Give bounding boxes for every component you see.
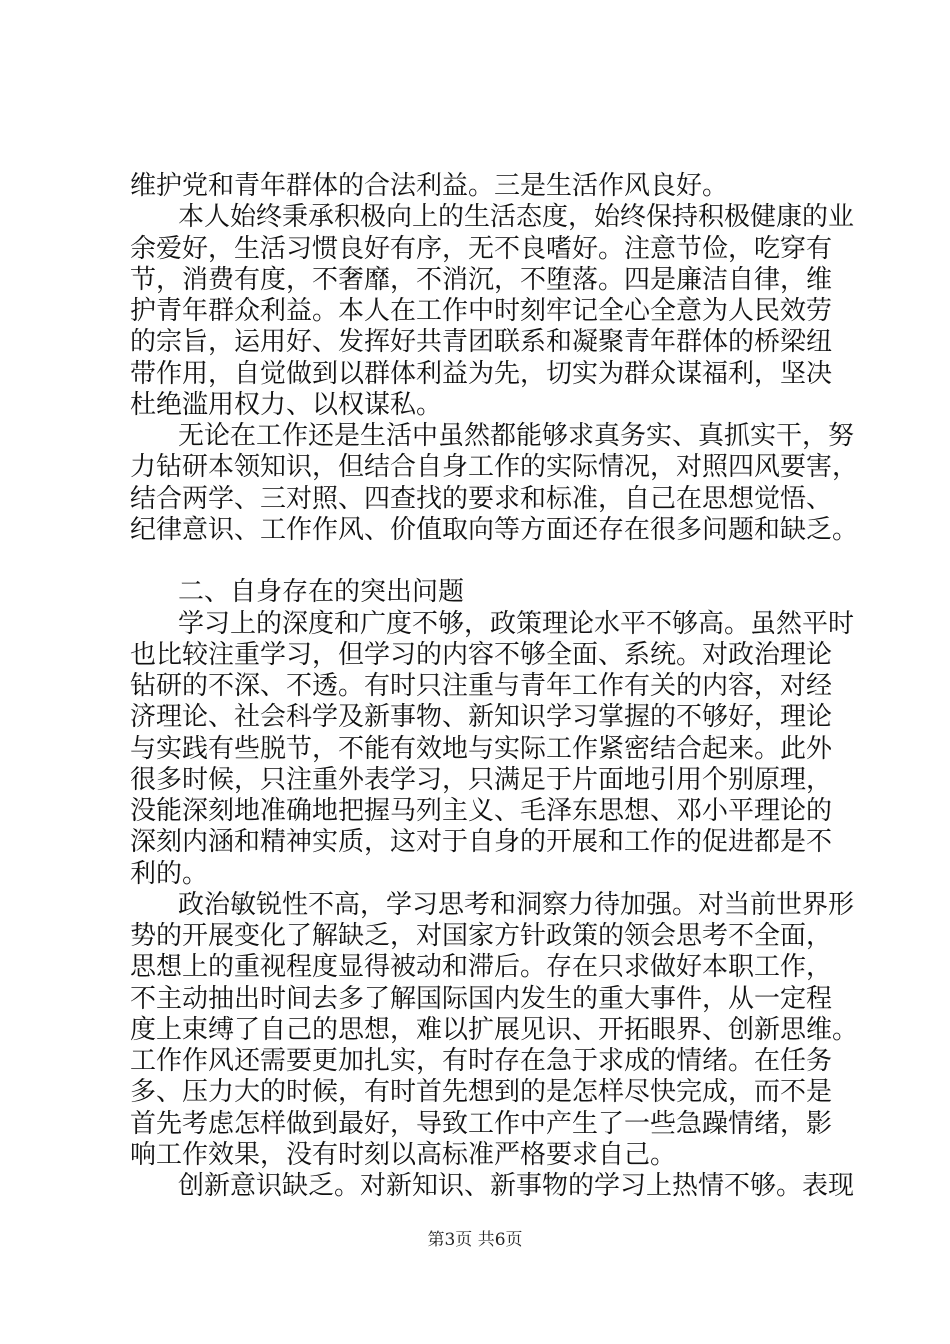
text-line: 工作作风还需要更加扎实，有时存在急于求成的情绪。在任务 [130,1046,833,1076]
text-line: 没能深刻地准确地把握马列主义、毛泽东思想、邓小平理论的 [130,796,833,826]
text-line: 节，消费有度，不奢靡，不消沉，不堕落。四是廉洁自律，维 [130,265,833,295]
text-line: 杜绝滥用权力、以权谋私。 [130,390,443,420]
text-line: 也比较注重学习，但学习的内容不够全面、系统。对政治理论 [130,640,833,670]
text-line: 响工作效果，没有时刻以高标准严格要求自己。 [130,1140,677,1170]
text-line: 的宗旨，运用好、发挥好共青团联系和凝聚青年群体的桥梁纽 [130,327,833,357]
text-line: 结合两学、三对照、四查找的要求和标准，自己在思想觉悟、 [130,484,833,514]
text-line: 很多时候，只注重外表学习，只满足于片面地引用个别原理， [130,765,833,795]
text-line: 多、压力大的时候，有时首先想到的是怎样尽快完成，而不是 [130,1077,833,1107]
text-line: 钻研的不深、不透。有时只注重与青年工作有关的内容，对经 [130,671,833,701]
text-line: 护青年群众利益。本人在工作中时刻牢记全心全意为人民效劳 [130,296,833,326]
text-line: 思想上的重视程度显得被动和滞后。存在只求做好本职工作， [130,952,833,982]
text-line: 无论在工作还是生活中虽然都能够求真务实、真抓实干，努 [178,421,855,451]
text-line: 学习上的深度和广度不够，政策理论水平不够高。虽然平时 [178,609,855,639]
text-line: 纪律意识、工作作风、价值取向等方面还存在很多问题和缺乏。 [130,515,859,545]
text-line: 余爱好，生活习惯良好有序，无不良嗜好。注意节俭，吃穿有 [130,234,833,264]
text-line: 利的。 [130,859,209,889]
text-line: 势的开展变化了解缺乏，对国家方针政策的领会思考不全面， [130,921,833,951]
section-heading: 二、自身存在的突出问题 [178,577,465,607]
page-footer: 第3页 共6页 [427,1230,523,1250]
text-line: 首先考虑怎样做到最好，导致工作中产生了一些急躁情绪，影 [130,1109,833,1139]
text-line: 力钻研本领知识，但结合自身工作的实际情况，对照四风要害， [130,452,859,482]
text-line: 不主动抽出时间去多了解国际国内发生的重大事件，从一定程 [130,984,833,1014]
text-line: 本人始终秉承积极向上的生活态度，始终保持积极健康的业 [178,202,855,232]
text-line: 与实践有些脱节，不能有效地与实际工作紧密结合起来。此外 [130,734,833,764]
text-line: 度上束缚了自己的思想，难以扩展见识、开拓眼界、创新思维。 [130,1015,859,1045]
text-line: 带作用，自觉做到以群体利益为先，切实为群众谋福利，坚决 [130,359,833,389]
text-line: 深刻内涵和精神实质，这对于自身的开展和工作的促进都是不 [130,827,833,857]
text-line: 政治敏锐性不高，学习思考和洞察力待加强。对当前世界形 [178,890,855,920]
text-line: 济理论、社会科学及新事物、新知识学习掌握的不够好，理论 [130,702,833,732]
text-line: 创新意识缺乏。对新知识、新事物的学习上热情不够。表现 [178,1171,855,1201]
text-line: 维护党和青年群体的合法利益。三是生活作风良好。 [130,171,729,201]
